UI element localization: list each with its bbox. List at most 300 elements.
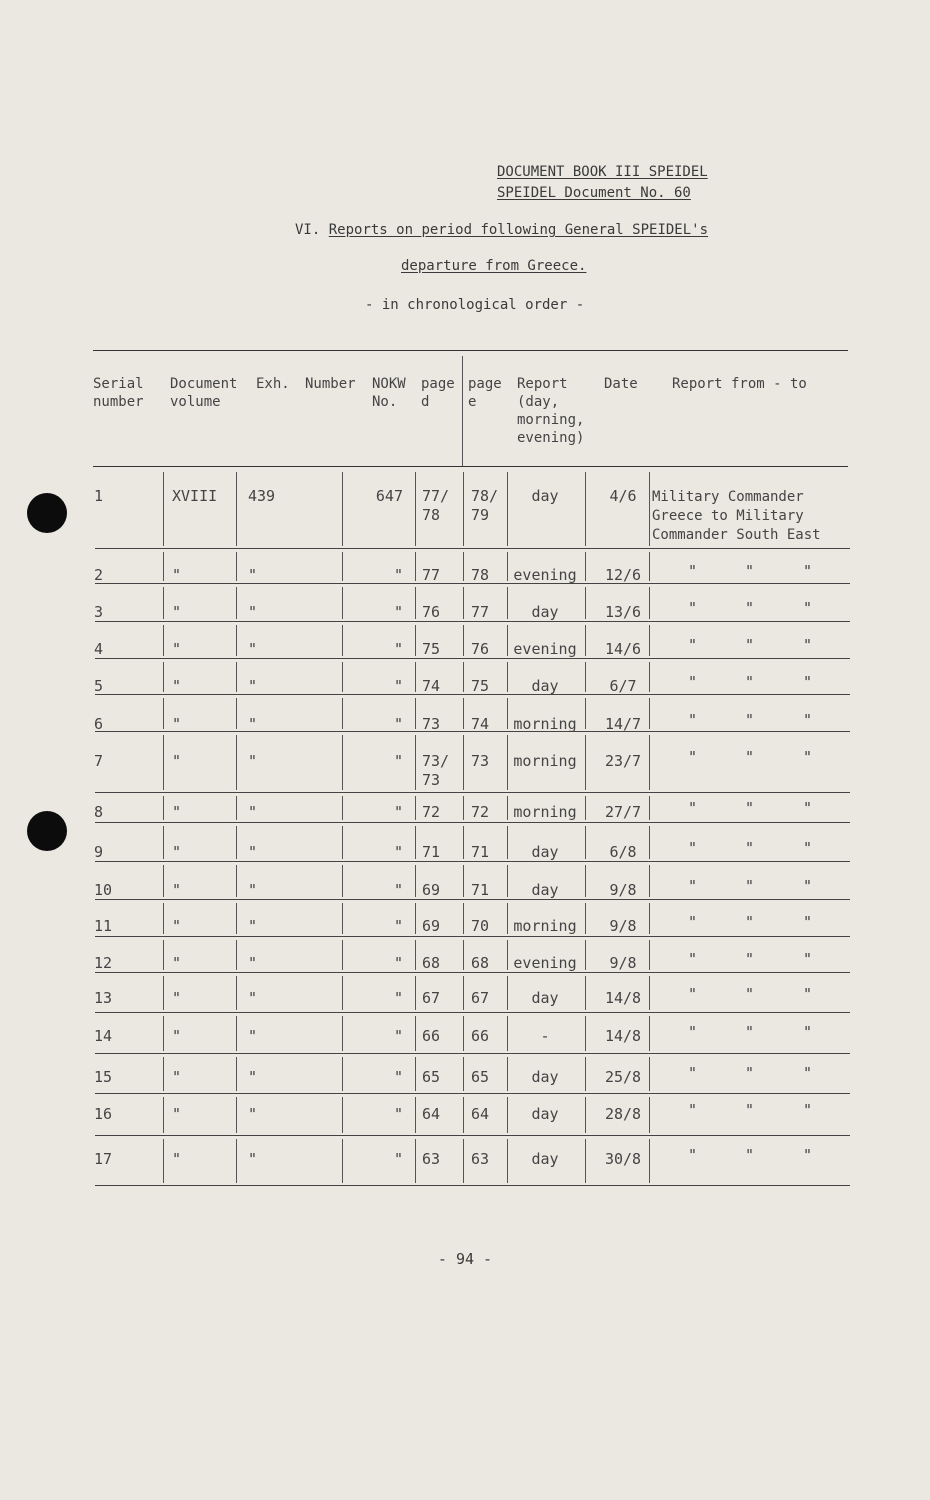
cell-page-e: 63 (471, 1150, 490, 1168)
column-divider (236, 472, 237, 546)
column-divider (585, 472, 586, 546)
cell-nokw: " (393, 640, 403, 658)
cell-report-from-to-ditto: " (803, 913, 813, 931)
cell-report-from-to-ditto: " (745, 877, 755, 895)
cell-exh: " (248, 881, 258, 899)
column-divider (415, 1139, 416, 1183)
column-divider (342, 1097, 343, 1133)
column-header-line: evening) (517, 430, 585, 446)
cell-report-from-to-ditto: " (688, 562, 698, 580)
cell-nokw: " (393, 954, 403, 972)
cell-page-e: 71 (471, 843, 490, 861)
cell-report-from-to-ditto: " (745, 636, 755, 654)
cell-report-from-to-ditto: " (688, 711, 698, 729)
column-divider (163, 587, 164, 619)
column-divider (163, 625, 164, 656)
column-header-line: page (421, 376, 455, 392)
column-divider (463, 1097, 464, 1133)
cell-report: - (540, 1027, 550, 1045)
column-divider (342, 826, 343, 859)
cell-report-from-to-ditto: " (745, 673, 755, 691)
cell-volume: " (172, 603, 182, 621)
cell-report-from-to-ditto: " (803, 950, 813, 968)
cell-date: 14/6 (604, 640, 642, 658)
cell-page-d: 63 (422, 1150, 441, 1168)
cell-nokw: " (393, 715, 403, 733)
row-rule (95, 822, 850, 823)
cell-nokw: " (393, 843, 403, 861)
cell-report-from-to-ditto: " (803, 799, 813, 817)
cell-page-e: 68 (471, 954, 490, 972)
cell-report-from-to-ditto: " (688, 748, 698, 766)
column-divider (342, 1139, 343, 1183)
column-divider (463, 865, 464, 897)
cell-report: day (531, 843, 559, 861)
cell-exh: " (248, 566, 258, 584)
cell-report-from-to-ditto: " (745, 748, 755, 766)
cell-nokw: " (393, 881, 403, 899)
column-divider (415, 865, 416, 897)
cell-volume: " (172, 803, 182, 821)
cell-page-d: 73 (422, 715, 441, 733)
column-header-number (305, 375, 356, 393)
column-divider (342, 587, 343, 619)
column-divider (236, 1139, 237, 1183)
column-divider (415, 625, 416, 656)
cell-date: 13/6 (604, 603, 642, 621)
cell-report: day (531, 603, 559, 621)
cell-date: 9/8 (609, 881, 637, 899)
column-header-line: e (468, 394, 477, 410)
column-divider (163, 698, 164, 729)
column-header-line: Report from - to (672, 376, 807, 392)
cell-page-d: 77 (422, 566, 441, 584)
cell-volume: " (172, 1105, 182, 1123)
row-rule (95, 972, 850, 973)
column-divider (415, 472, 416, 546)
cell-page-d2: 73 (422, 771, 441, 789)
column-divider (463, 552, 464, 581)
cell-nokw: " (393, 603, 403, 621)
column-divider (415, 976, 416, 1010)
cell-report-from-to-ditto: " (688, 1023, 698, 1041)
column-divider (163, 552, 164, 581)
cell-date: 30/8 (604, 1150, 642, 1168)
row-rule (95, 1185, 850, 1186)
column-divider (463, 903, 464, 934)
cell-page-e: 76 (471, 640, 490, 658)
column-header-line: NOKW (372, 376, 406, 392)
column-header-line: Serial (93, 376, 144, 392)
column-divider (463, 826, 464, 859)
column-divider (236, 735, 237, 790)
cell-report-from-to-ditto: " (688, 1146, 698, 1164)
column-divider (463, 796, 464, 820)
cell-exh: " (248, 640, 258, 658)
cell-report-from-to-ditto: " (803, 636, 813, 654)
column-divider (463, 625, 464, 656)
row-rule (95, 1012, 850, 1013)
column-header-line: No. (372, 394, 398, 410)
column-divider (236, 1097, 237, 1133)
cell-serial: 4 (94, 640, 104, 658)
cell-report-from-to-ditto: " (803, 599, 813, 617)
column-divider (163, 940, 164, 970)
cell-exh: " (248, 603, 258, 621)
column-divider (236, 976, 237, 1010)
column-divider (463, 662, 464, 692)
cell-report: evening (513, 640, 577, 658)
row-rule (95, 936, 850, 937)
cell-report: day (531, 487, 559, 505)
column-divider (415, 587, 416, 619)
section-heading (295, 222, 708, 238)
cell-report-from-to-ditto: " (688, 913, 698, 931)
column-divider (236, 940, 237, 970)
cell-report-from-to-ditto: " (745, 985, 755, 1003)
cell-nokw: " (393, 989, 403, 1007)
cell-report: day (531, 1150, 559, 1168)
column-header-serial (93, 375, 144, 411)
cell-serial: 13 (94, 989, 113, 1007)
cell-exh: " (248, 843, 258, 861)
cell-date: 9/8 (609, 917, 637, 935)
cell-report-from-to-ditto: " (688, 636, 698, 654)
cell-nokw: 647 (375, 487, 403, 505)
cell-nokw: " (393, 566, 403, 584)
cell-report-from-to-ditto: " (803, 1146, 813, 1164)
cell-page-e2: 79 (471, 506, 490, 524)
sender-line: Greece to Military (652, 508, 804, 524)
column-divider (415, 698, 416, 729)
cell-volume: " (172, 640, 182, 658)
cell-page-d: 76 (422, 603, 441, 621)
column-header-page-d (421, 375, 455, 411)
section-number: VI. (295, 222, 321, 238)
cell-volume: " (172, 1027, 182, 1045)
column-divider (163, 865, 164, 897)
cell-exh: " (248, 752, 258, 770)
cell-report-from-to-ditto: " (745, 913, 755, 931)
cell-report-from-to-ditto: " (745, 1064, 755, 1082)
section-title-line2: departure from Greece. (401, 258, 587, 274)
cell-report-from-to-ditto: " (745, 562, 755, 580)
column-divider (415, 662, 416, 692)
cell-date: 25/8 (604, 1068, 642, 1086)
column-divider (163, 735, 164, 790)
column-header-page-e (468, 375, 502, 411)
column-divider (649, 472, 650, 546)
column-header-exh (256, 375, 290, 393)
cell-volume: " (172, 566, 182, 584)
cell-volume: " (172, 989, 182, 1007)
cell-volume: XVIII (172, 487, 218, 505)
cell-serial: 5 (94, 677, 104, 695)
column-divider (342, 625, 343, 656)
cell-nokw: " (393, 917, 403, 935)
cell-report: day (531, 1068, 559, 1086)
column-header-line: Exh. (256, 376, 290, 392)
cell-report-from-to-ditto: " (688, 673, 698, 691)
cell-serial: 7 (94, 752, 104, 770)
cell-volume: " (172, 1068, 182, 1086)
column-divider (463, 1057, 464, 1091)
cell-page-e: 78 (471, 566, 490, 584)
cell-page-e: 75 (471, 677, 490, 695)
cell-exh: " (248, 1068, 258, 1086)
cell-serial: 14 (94, 1027, 113, 1045)
cell-report-from-to-ditto: " (688, 1064, 698, 1082)
column-divider (415, 735, 416, 790)
cell-serial: 11 (94, 917, 113, 935)
column-divider (163, 1016, 164, 1051)
cell-report: evening (513, 954, 577, 972)
cell-nokw: " (393, 1150, 403, 1168)
column-header-line: d (421, 394, 430, 410)
column-header-line: volume (170, 394, 221, 410)
cell-report-from-to-ditto: " (688, 599, 698, 617)
column-header-nokw (372, 375, 406, 411)
cell-page-e: 72 (471, 803, 490, 821)
cell-date: 14/8 (604, 989, 642, 1007)
column-divider (342, 940, 343, 970)
cell-report-from-to-ditto: " (688, 1101, 698, 1119)
header-divider (462, 356, 463, 466)
cell-serial: 16 (94, 1105, 113, 1123)
row-rule (95, 1053, 850, 1054)
cell-exh: " (248, 954, 258, 972)
cell-exh: " (248, 715, 258, 733)
cell-report: morning (513, 917, 577, 935)
cell-exh: " (248, 1027, 258, 1045)
row-rule (95, 861, 850, 862)
cell-report: morning (513, 803, 577, 821)
cell-report: morning (513, 752, 577, 770)
cell-serial: 2 (94, 566, 104, 584)
cell-page-d: 71 (422, 843, 441, 861)
cell-exh: " (248, 989, 258, 1007)
column-divider (236, 552, 237, 581)
cell-serial: 9 (94, 843, 104, 861)
section-title-line1: Reports on period following General SPEIDEL's (328, 222, 709, 238)
column-header-line: morning, (517, 412, 585, 428)
cell-report-from-to-ditto: " (803, 748, 813, 766)
cell-exh: " (248, 677, 258, 695)
sender-line: Military Commander (652, 489, 804, 505)
cell-page-d: 77/ (422, 487, 450, 505)
column-divider (342, 796, 343, 820)
cell-nokw: " (393, 803, 403, 821)
column-divider (236, 662, 237, 692)
cell-exh: 439 (248, 487, 276, 505)
cell-page-d: 68 (422, 954, 441, 972)
cell-date: 12/6 (604, 566, 642, 584)
cell-page-d: 75 (422, 640, 441, 658)
column-divider (342, 903, 343, 934)
cell-page-d: 66 (422, 1027, 441, 1045)
column-divider (463, 735, 464, 790)
cell-report-from-to-ditto: " (745, 599, 755, 617)
cell-report-from-to-ditto: " (745, 1146, 755, 1164)
row-rule (95, 621, 850, 622)
column-divider (163, 976, 164, 1010)
cell-report: day (531, 881, 559, 899)
column-header-doc-volume (170, 375, 237, 411)
column-divider (163, 903, 164, 934)
column-divider (342, 735, 343, 790)
cell-page-d: 67 (422, 989, 441, 1007)
cell-report-from-to-ditto: " (803, 1064, 813, 1082)
cell-page-e: 70 (471, 917, 490, 935)
cell-date: 14/7 (604, 715, 642, 733)
cell-serial: 12 (94, 954, 113, 972)
cell-volume: " (172, 881, 182, 899)
cell-page-d: 69 (422, 917, 441, 935)
cell-exh: " (248, 1105, 258, 1123)
column-header-line: Number (305, 376, 356, 392)
cell-page-d: 73/ (422, 752, 450, 770)
cell-report: evening (513, 566, 577, 584)
column-divider (507, 472, 508, 546)
column-divider (236, 1057, 237, 1091)
column-header-date (604, 375, 638, 393)
column-divider (415, 552, 416, 581)
cell-serial: 15 (94, 1068, 113, 1086)
cell-report-from-to-ditto: " (803, 985, 813, 1003)
cell-page-d: 74 (422, 677, 441, 695)
cell-volume: " (172, 843, 182, 861)
cell-page-d: 72 (422, 803, 441, 821)
cell-nokw: " (393, 1105, 403, 1123)
cell-report-from-to-ditto: " (688, 950, 698, 968)
cell-volume: " (172, 1150, 182, 1168)
cell-report-from-to-ditto: " (803, 839, 813, 857)
column-divider (415, 903, 416, 934)
cell-page-d: 69 (422, 881, 441, 899)
cell-volume: " (172, 752, 182, 770)
column-divider (463, 976, 464, 1010)
document-book-label: DOCUMENT BOOK III SPEIDEL (497, 164, 708, 180)
punch-hole-top (27, 493, 67, 533)
cell-page-e: 67 (471, 989, 490, 1007)
cell-page-d: 64 (422, 1105, 441, 1123)
column-divider (463, 587, 464, 619)
column-divider (463, 940, 464, 970)
cell-volume: " (172, 715, 182, 733)
column-divider (415, 796, 416, 820)
row-rule (95, 1093, 850, 1094)
column-divider (163, 662, 164, 692)
row-rule (95, 583, 850, 584)
row-rule (95, 731, 850, 732)
cell-report: day (531, 677, 559, 695)
cell-serial: 3 (94, 603, 104, 621)
cell-page-e: 73 (471, 752, 490, 770)
cell-report: morning (513, 715, 577, 733)
cell-page-e: 66 (471, 1027, 490, 1045)
column-divider (463, 698, 464, 729)
column-divider (163, 1097, 164, 1133)
column-divider (342, 1016, 343, 1051)
page-number: - 94 - (437, 1250, 493, 1268)
cell-date: 6/8 (609, 843, 637, 861)
cell-serial: 1 (94, 487, 104, 505)
cell-report-from-to-ditto: " (745, 1023, 755, 1041)
section-subtitle: - in chronological order - (365, 297, 585, 313)
cell-volume: " (172, 917, 182, 935)
cell-nokw: " (393, 677, 403, 695)
column-divider (415, 1057, 416, 1091)
cell-report-from-to-ditto: " (745, 711, 755, 729)
cell-report-from-to-ditto: " (803, 1101, 813, 1119)
cell-serial: 8 (94, 803, 104, 821)
row-rule (95, 899, 850, 900)
column-divider (163, 796, 164, 820)
table-header-rule (93, 466, 848, 467)
column-header-line: Date (604, 376, 638, 392)
row-rule (95, 792, 850, 793)
row-rule (95, 548, 850, 549)
column-header-line: Document (170, 376, 238, 392)
column-header-line: number (93, 394, 144, 410)
cell-page-e: 65 (471, 1068, 490, 1086)
cell-date: 23/7 (604, 752, 642, 770)
cell-report-from-to-ditto: " (688, 985, 698, 1003)
column-divider (236, 903, 237, 934)
column-divider (415, 826, 416, 859)
column-divider (236, 698, 237, 729)
column-divider (463, 1139, 464, 1183)
cell-report-from-to-ditto: " (803, 1023, 813, 1041)
cell-report-from-to (652, 488, 821, 545)
table-top-rule (93, 350, 848, 351)
cell-page-d2: 78 (422, 506, 441, 524)
sender-line: Commander South East (652, 527, 821, 543)
column-divider (415, 940, 416, 970)
cell-report: day (531, 1105, 559, 1123)
cell-page-e: 78/ (471, 487, 499, 505)
column-divider (342, 1057, 343, 1091)
cell-volume: " (172, 677, 182, 695)
column-divider (236, 1016, 237, 1051)
column-header-report (517, 375, 584, 447)
cell-nokw: " (393, 1068, 403, 1086)
cell-date: 4/6 (609, 487, 637, 505)
cell-report-from-to-ditto: " (688, 799, 698, 817)
cell-report-from-to-ditto: " (745, 799, 755, 817)
column-divider (236, 625, 237, 656)
column-divider (342, 662, 343, 692)
cell-exh: " (248, 803, 258, 821)
cell-serial: 10 (94, 881, 113, 899)
column-divider (342, 976, 343, 1010)
cell-report-from-to-ditto: " (803, 562, 813, 580)
column-divider (463, 472, 464, 546)
column-divider (415, 1097, 416, 1133)
cell-nokw: " (393, 752, 403, 770)
column-divider (342, 472, 343, 546)
cell-report-from-to-ditto: " (688, 877, 698, 895)
cell-page-e: 71 (471, 881, 490, 899)
cell-date: 9/8 (609, 954, 637, 972)
cell-exh: " (248, 1150, 258, 1168)
cell-date: 28/8 (604, 1105, 642, 1123)
row-rule (95, 658, 850, 659)
column-divider (342, 865, 343, 897)
row-rule (95, 1135, 850, 1136)
cell-report: day (531, 989, 559, 1007)
cell-date: 27/7 (604, 803, 642, 821)
